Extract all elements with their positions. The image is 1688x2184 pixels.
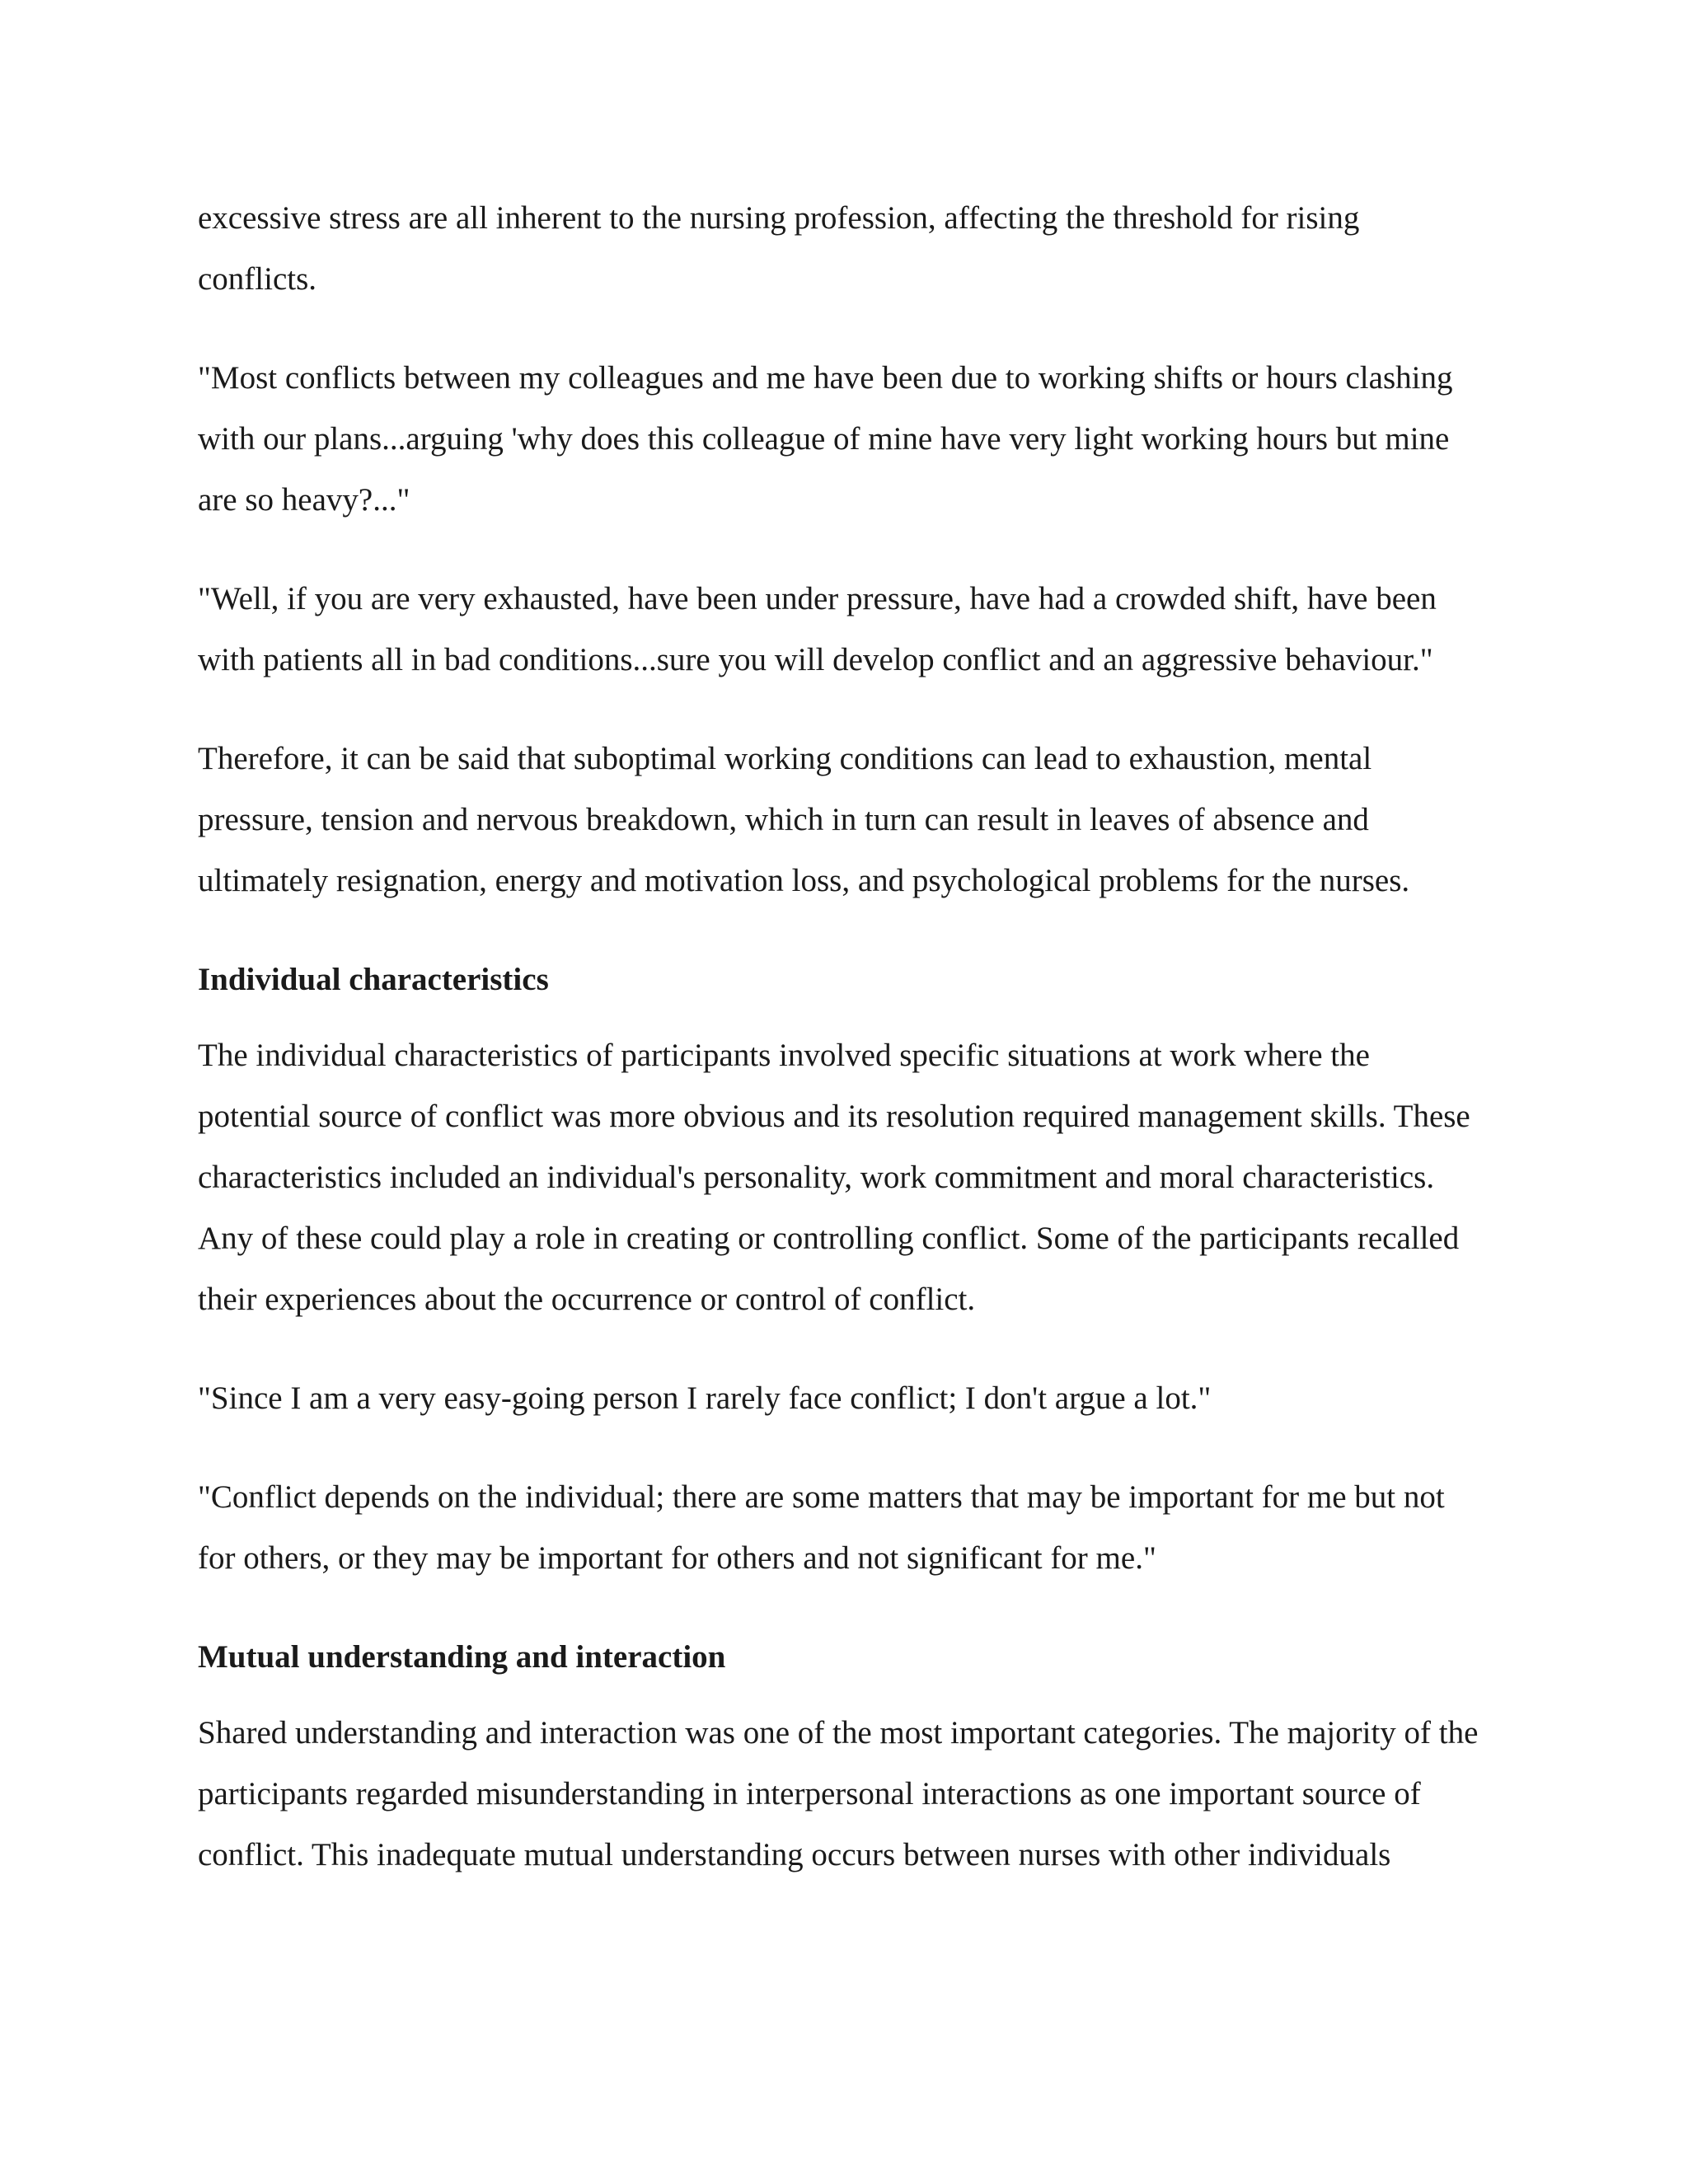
- document-page: [198, 188, 1484, 1924]
- quote-easy-going: "Since I am a very easy-going person I rarely face conflict; I don't argue a lot.": [198, 1380, 1212, 1416]
- heading-mutual-understanding: Mutual understanding and interaction: [198, 1639, 726, 1675]
- paragraph-individual-characteristics: The individual characteristics of participants involved specific situations at work where the potential source of conflict was more obvious and its resolution required management skills. These characteristics included an individual's personality, work commitment and moral characteristics. Any of these could play a role in creating or controlling conflict. Some of the participants recalled their experiences about the occurrence or control of conflict.: [198, 1038, 1470, 1317]
- quote-exhaustion: "Well, if you are very exhausted, have been under pressure, have had a crowded shift, have been with patients all in bad conditions...sure you will develop conflict and an aggressive behaviour.": [198, 581, 1437, 677]
- quote-working-shifts: "Most conflicts between my colleagues and me have been due to working shifts or hours clashing with our plans...arguing 'why does this colleague of mine have very light working hours but mine are so heavy?...": [198, 360, 1453, 518]
- paragraph-stress-continuation: excessive stress are all inherent to the nursing profession, affecting the threshold for rising conflicts.: [198, 200, 1360, 297]
- paragraph-mutual-understanding: Shared understanding and interaction was one of the most important categories. The majority of the participants regarded misunderstanding in interpersonal interactions as one important source of conflict. This inadequate mutual understanding occurs between nurses with other individuals: [198, 1715, 1479, 1872]
- heading-individual-characteristics: Individual characteristics: [198, 962, 549, 997]
- quote-depends-on-individual: "Conflict depends on the individual; there are some matters that may be important for me but not for others, or they may be important for others and not significant for me.": [198, 1479, 1445, 1576]
- paragraph-working-conditions: Therefore, it can be said that suboptimal working conditions can lead to exhaustion, mental pressure, tension and nervous breakdown, which in turn can result in leaves of absence and ultimately resignation, energy and motivation loss, and psychological problems for the nurses.: [198, 741, 1410, 898]
